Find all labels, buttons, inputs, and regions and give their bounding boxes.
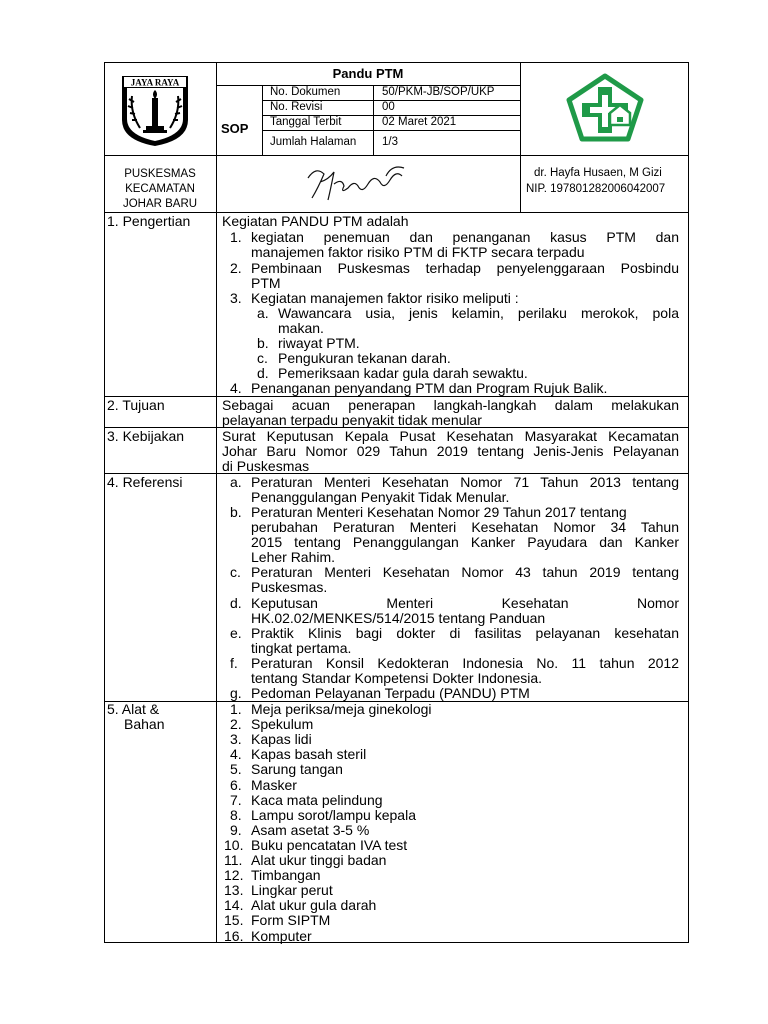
kebijakan-line-2: Johar Baru Nomor 029 Tahun 2019 tentang Jenis-Jenis Pelayanan [222,443,679,459]
pengertian-sub-a-line-1: Wawancara usia, jenis kelamin, perilaku merokok, pola [278,305,679,321]
referensi-e-line-1: Praktik Klinis bagi dokter di fasilitas pelayanan kesehatan [251,625,679,641]
alat-item-text: Asam asetat 3-5 % [251,822,370,838]
pengertian-sub-c-num: c. [257,350,268,366]
alat-item-number: 3. [230,731,242,747]
signer-nip: NIP. 197801282006042007 [526,183,666,195]
alat-item-text: Lingkar perut [251,882,333,898]
pengertian-sub-c: Pengukuran tekanan darah. [278,350,451,366]
referensi-g-line-1: Pedoman Pelayanan Terpadu (PANDU) PTM [251,685,530,701]
doc-number-value: 50/PKM-JB/SOP/UKP [382,86,495,98]
signature [298,158,418,208]
document-title: Pandu PTM [332,66,404,81]
alat-item-text: Komputer [251,928,312,944]
alat-item-text: Meja periksa/meja ginekologi [251,701,432,717]
signer-name: dr. Hayfa Husaen, M Gizi [534,167,662,179]
issue-date-value: 02 Maret 2021 [382,116,457,128]
pengertian-sub-d-num: d. [257,365,269,381]
referensi-d-num: d. [230,595,242,611]
referensi-b-line-4: Leher Rahim. [251,549,336,565]
pengertian-item-2-line-2: PTM [251,275,281,291]
section-label-tujuan: 2. Tujuan [107,397,165,413]
kebijakan-line-1: Surat Keputusan Kepala Pusat Kesehatan Masyarakat Kecamatan [222,428,679,444]
alat-item-text: Kapas lidi [251,731,312,747]
alat-item-number: 10. [224,837,244,853]
referensi-d-line-1: Keputusan Menteri Kesehatan Nomor [251,595,679,611]
alat-item-number: 16. [224,928,244,944]
pengertian-item-4-num: 4. [230,380,242,396]
referensi-a-num: a. [230,474,242,490]
alat-item-text: Sarung tangan [251,761,343,777]
alat-item-number: 11. [224,852,243,868]
kebijakan-line-3: di Puskesmas [222,458,310,474]
col-divider-left [216,62,217,943]
referensi-b-line-1: Peraturan Menteri Kesehatan Nomor 29 Tahun 2017 tentang [251,504,627,520]
referensi-a-line-2: Penanggulangan Penyakit Tidak Menular. [251,489,510,505]
alat-item-number: 9. [230,822,242,838]
page-count-label: Jumlah Halaman [270,136,357,148]
alat-item-text: Lampu sorot/lampu kepala [251,807,416,823]
pengertian-sub-a-num: a. [257,305,269,321]
jaya-raya-logo [118,72,192,148]
col-divider-value [373,85,374,155]
row-divider-header [104,155,689,156]
alat-item-number: 1. [230,701,242,717]
institution-line-2: KECAMATAN [125,183,195,195]
section-label-pengertian: 1. Pengertian [107,213,191,229]
alat-item-text: Kaca mata pelindung [251,792,383,808]
section-label-kebijakan: 3. Kebijakan [107,428,185,444]
pengertian-sub-a-line-2: makan. [278,320,324,336]
referensi-c-line-1: Peraturan Menteri Kesehatan Nomor 43 tahun 2019 tentang [251,564,679,580]
alat-item-text: Kapas basah steril [251,746,367,762]
pengertian-item-3: Kegiatan manajemen faktor risiko meliputi : [251,290,519,306]
pengertian-intro: Kegiatan PANDU PTM adalah [222,213,409,229]
referensi-f-num: f. [230,655,238,671]
section-label-referensi: 4. Referensi [107,474,183,490]
pengertian-item-1-num: 1. [230,229,242,245]
alat-item-number: 8. [230,807,242,823]
alat-item-number: 6. [230,777,242,793]
pengertian-item-2-num: 2. [230,260,242,276]
alat-item-text: Alat ukur tinggi badan [251,852,387,868]
revision-label: No. Revisi [270,101,323,113]
referensi-g-num: g. [230,685,242,701]
svg-text:JAYA RAYA: JAYA RAYA [130,77,180,88]
alat-item-number: 7. [230,792,242,808]
referensi-a-line-1: Peraturan Menteri Kesehatan Nomor 71 Tahun 2013 tentang [251,474,679,490]
alat-item-number: 4. [230,746,242,762]
alat-item-text: Timbangan [251,867,321,883]
section-label-alat-line-1: 5. Alat & [107,701,160,717]
row-divider-date [262,130,520,131]
alat-item-number: 5. [230,761,242,777]
referensi-f-line-1: Peraturan Konsil Kedokteran Indonesia No. 11 tahun 2012 [251,655,679,671]
issue-date-label: Tanggal Terbit [270,116,342,128]
referensi-c-line-2: Puskesmas. [251,579,328,595]
referensi-e-num: e. [230,625,242,641]
alat-item-number: 2. [230,716,242,732]
section-label-alat-line-2: Bahan [124,716,165,732]
referensi-d-line-2: HK.02.02/MENKES/514/2015 tentang Panduan [251,610,546,626]
alat-item-number: 13. [224,882,244,898]
institution-line-1: PUSKESMAS [124,168,196,180]
tujuan-line-2: pelayanan terpadu penyakit tidak menular [222,412,482,428]
pengertian-item-1-line-1: kegiatan penemuan dan penanganan kasus PTM dan [251,229,679,245]
signature-icon [298,158,418,208]
alat-item-number: 15. [224,912,244,928]
referensi-b-line-3: 2015 tentang Penanggulangan Kanker Payudara dan Kanker [251,534,679,550]
alat-item-text: Spekulum [251,716,314,732]
doc-number-label: No. Dokumen [270,86,341,98]
referensi-f-line-2: tentang Standar Kompetensi Dokter Indonesia. [251,670,543,686]
puskesmas-logo [566,73,644,143]
referensi-c-num: c. [230,564,241,580]
pengertian-item-2-line-1: Pembinaan Puskesmas terhadap penyelenggaraan Posbindu [251,260,679,276]
pengertian-item-1-line-2: manajemen faktor risiko PTM di FKTP secara terpadu [251,244,585,260]
col-divider-sop [262,85,263,155]
alat-item-number: 14. [224,897,244,913]
pengertian-sub-b-num: b. [257,335,269,351]
alat-item-text: Form SIPTM [251,912,331,928]
pengertian-item-4: Penanganan penyandang PTM dan Program Rujuk Balik. [251,380,608,396]
alat-item-number: 12. [224,867,244,883]
revision-value: 00 [382,101,395,113]
col-divider-right [520,62,521,212]
sop-label: SOP [221,121,249,136]
alat-item-text: Buku pencatatan IVA test [251,837,408,853]
referensi-e-line-2: tingkat pertama. [251,640,352,656]
alat-item-text: Alat ukur gula darah [251,897,377,913]
pengertian-sub-b: riwayat PTM. [278,335,360,351]
puskesmas-cross-icon [566,73,644,143]
pengertian-sub-d: Pemeriksaan kadar gula darah sewaktu. [278,365,528,381]
referensi-b-num: b. [230,504,242,520]
alat-item-text: Masker [251,777,297,793]
jaya-raya-emblem-icon [118,72,192,148]
pengertian-item-3-num: 3. [230,290,242,306]
page-count-value: 1/3 [382,136,398,148]
institution-line-3: JOHAR BARU [122,198,198,210]
tujuan-line-1: Sebagai acuan penerapan langkah-langkah dalam melakukan [222,397,679,413]
referensi-b-line-2: perubahan Peraturan Menteri Kesehatan Nomor 34 Tahun [251,519,679,535]
